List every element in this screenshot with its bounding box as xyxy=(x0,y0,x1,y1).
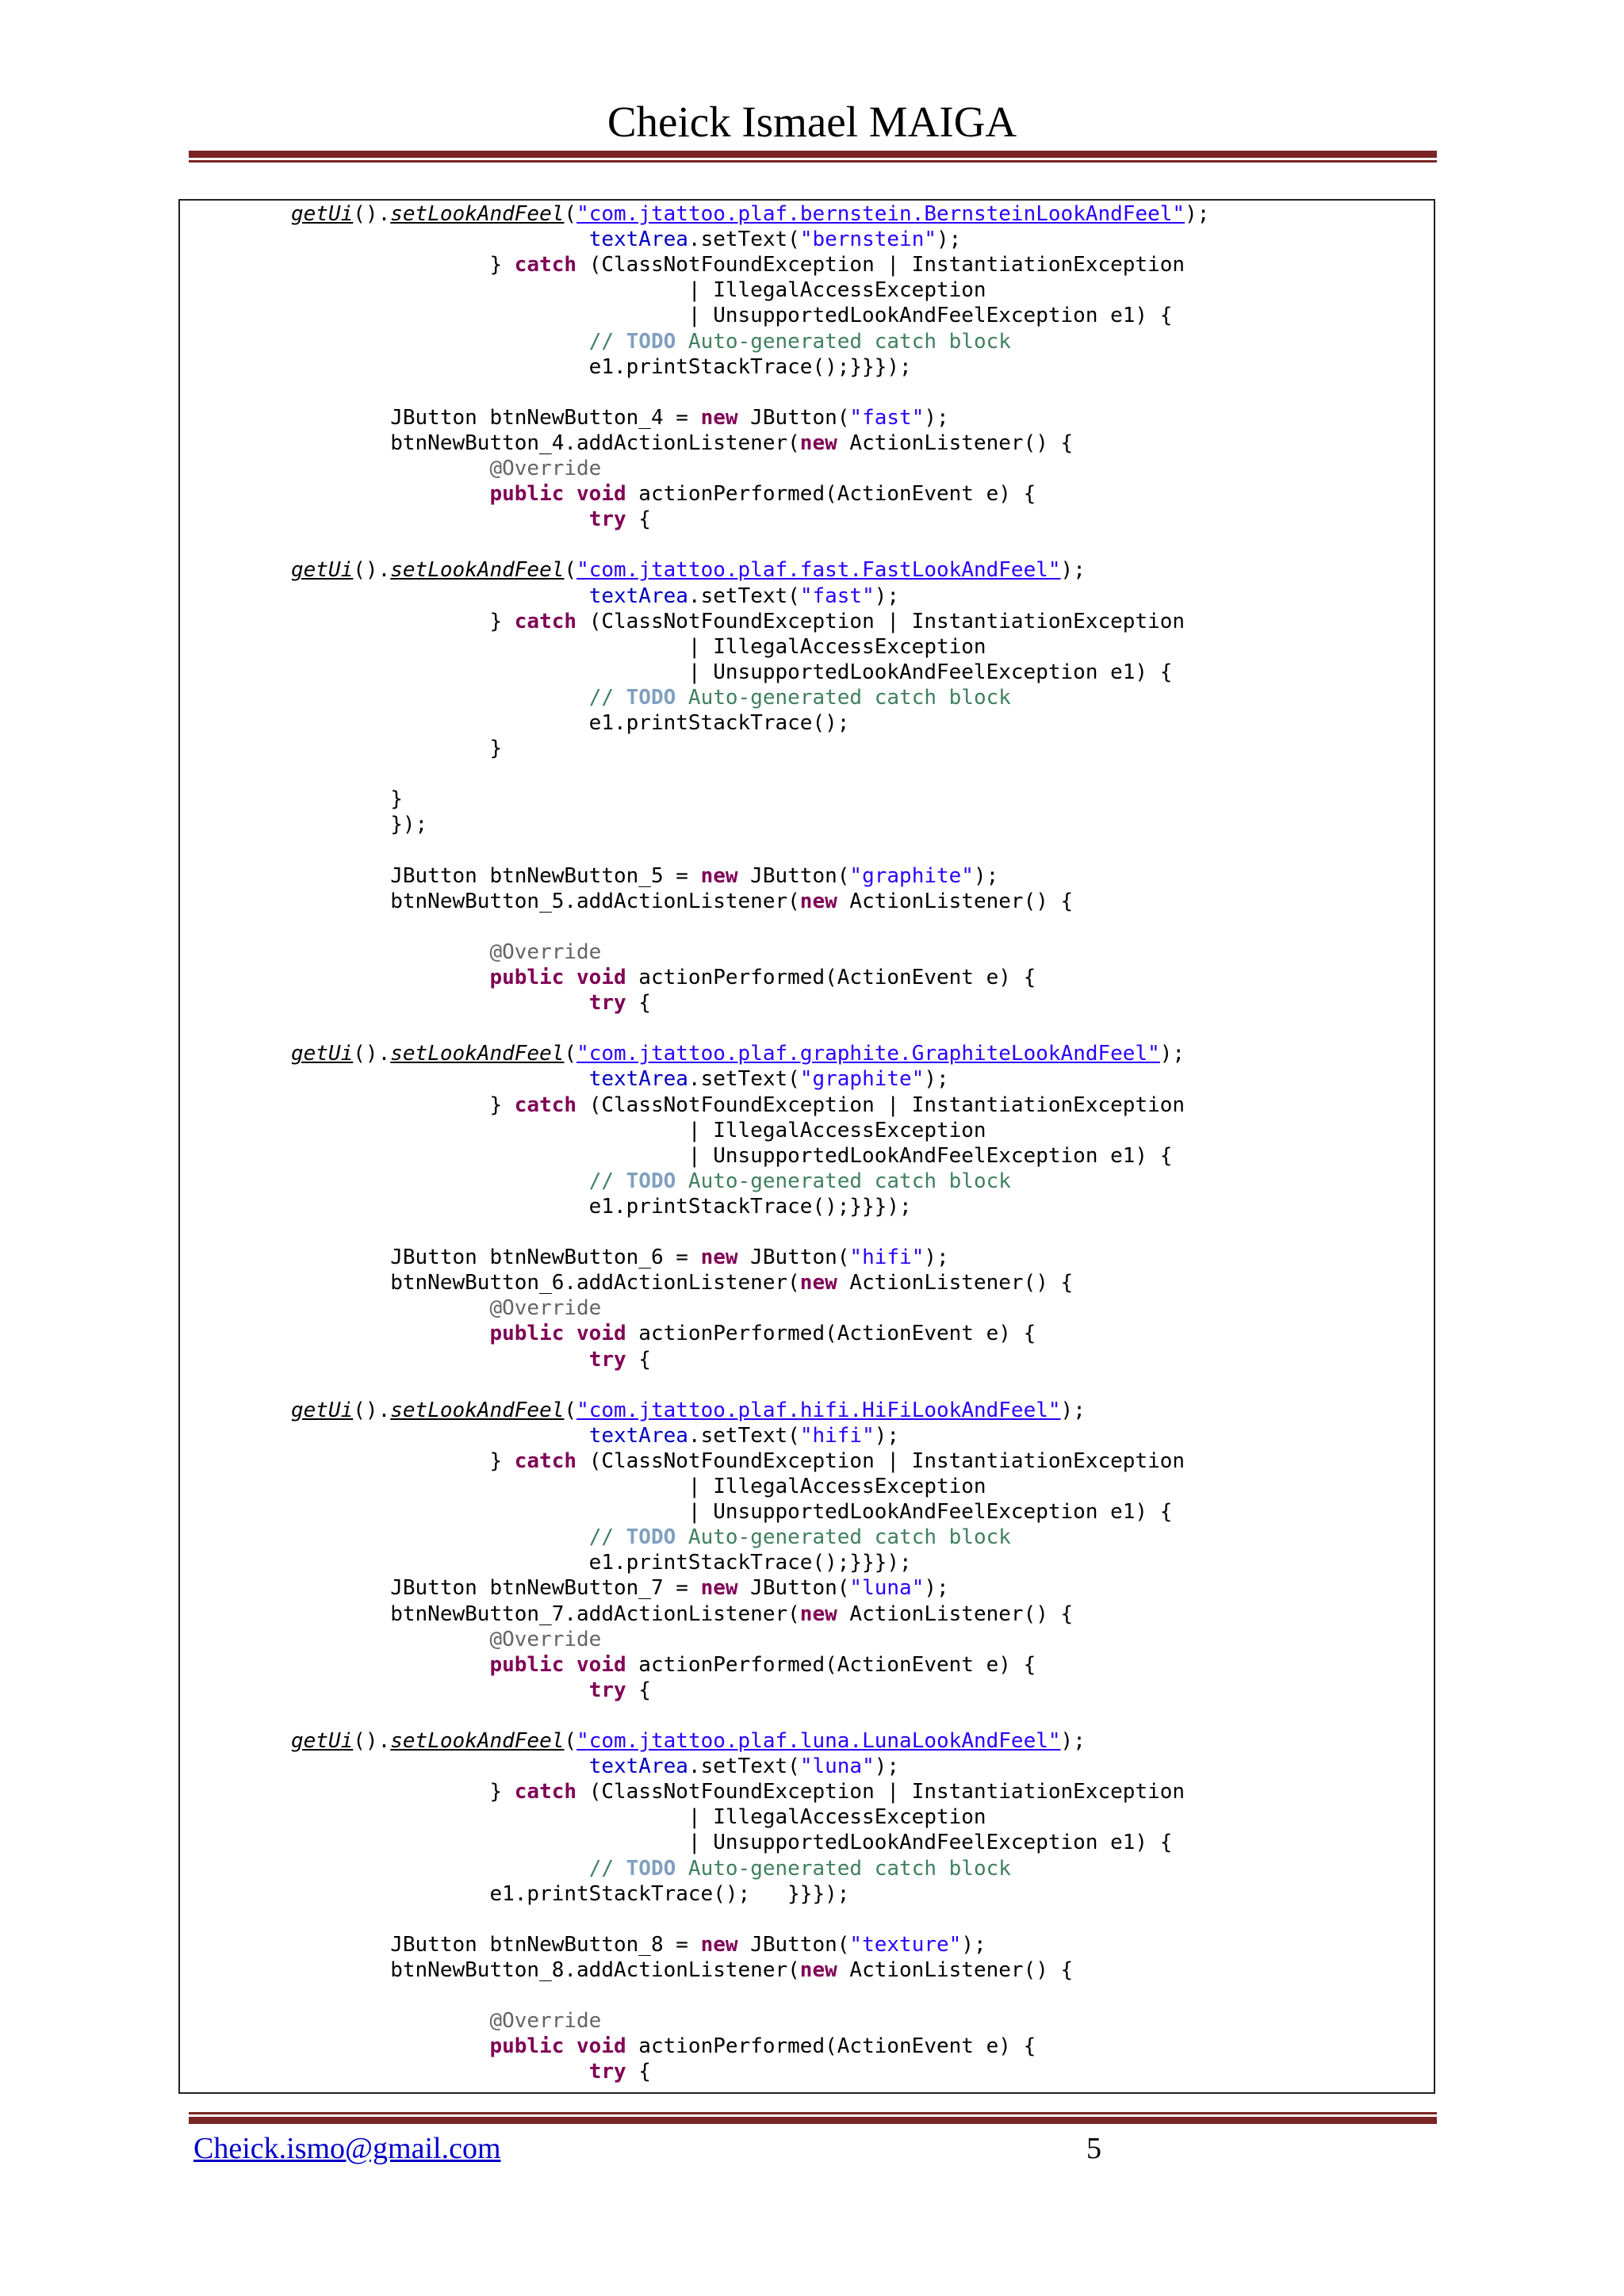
code-token: } xyxy=(291,253,515,277)
code-token: } xyxy=(291,609,515,633)
code-line xyxy=(291,1957,1073,1983)
code-token: ); xyxy=(973,863,999,888)
code-token: ( xyxy=(564,202,577,226)
code-line xyxy=(291,1601,1073,1627)
code-line xyxy=(291,1321,1036,1346)
code-token: @Override xyxy=(489,1296,602,1321)
code-token: (). xyxy=(353,1042,391,1066)
code-line xyxy=(291,685,1011,710)
code-token xyxy=(291,991,589,1015)
code-token: @Override xyxy=(489,457,602,480)
code-line xyxy=(291,1245,949,1270)
code-token: ); xyxy=(936,228,962,252)
code-token: | IllegalAccessException xyxy=(291,1475,986,1498)
code-line xyxy=(291,1881,849,1907)
code-token: "bernstein" xyxy=(799,228,936,252)
code-token: new xyxy=(799,430,837,455)
page-number: 5 xyxy=(1086,2132,1101,2165)
code-line xyxy=(291,1270,1073,1295)
code-token: | UnsupportedLookAndFeelException e1) { xyxy=(291,660,1173,684)
code-line xyxy=(291,1474,986,1499)
code-token: e1.printStackTrace(); }}}); xyxy=(291,1881,850,1906)
code-line xyxy=(291,1066,949,1092)
code-line xyxy=(291,1448,1185,1474)
code-line xyxy=(291,660,1172,685)
code-line xyxy=(291,736,502,761)
code-token: ); xyxy=(924,1067,949,1092)
code-token: }); xyxy=(291,813,428,837)
code-token xyxy=(291,1525,589,1549)
code-line xyxy=(291,329,1011,354)
code-line xyxy=(291,2008,601,2034)
code-line xyxy=(291,1678,651,1703)
code-token xyxy=(291,457,489,480)
header-rule xyxy=(189,151,1437,163)
code-line xyxy=(291,481,1036,507)
code-token: { xyxy=(626,991,651,1016)
code-token: btnNewButton_4.addActionListener( xyxy=(291,430,800,455)
code-token: // xyxy=(588,1169,626,1193)
code-token: ); xyxy=(924,1576,949,1601)
code-line xyxy=(291,354,912,380)
code-line xyxy=(291,863,998,889)
code-token xyxy=(291,1424,589,1448)
code-token: Auto-generated catch block xyxy=(676,1525,1011,1550)
code-line xyxy=(291,1652,1036,1678)
code-token xyxy=(564,2034,576,2058)
code-token: "luna" xyxy=(799,1755,875,1779)
code-token: btnNewButton_7.addActionListener( xyxy=(291,1601,800,1626)
code-token: ActionListener() { xyxy=(837,1957,1074,1982)
code-line xyxy=(291,1093,1185,1118)
code-line xyxy=(291,252,1185,277)
code-token: JButton btnNewButton_4 = xyxy=(291,405,701,430)
code-token xyxy=(291,1067,589,1091)
code-token: "com.jtattoo.plaf.luna.LunaLookAndFeel" xyxy=(576,1729,1061,1753)
code-token: textArea xyxy=(588,228,688,252)
code-line xyxy=(291,507,651,532)
code-token: | IllegalAccessException xyxy=(291,1805,986,1830)
code-token xyxy=(291,584,589,608)
code-token: "hifi" xyxy=(849,1246,925,1270)
code-token: actionPerformed(ActionEvent e) { xyxy=(626,482,1036,507)
code-token: ( xyxy=(564,1729,577,1753)
code-token: .setText( xyxy=(688,1755,800,1779)
code-token: ); xyxy=(961,1932,986,1957)
code-token: TODO xyxy=(626,1169,676,1193)
code-token xyxy=(291,330,589,354)
code-line xyxy=(291,277,986,303)
code-line xyxy=(291,786,403,812)
code-token: { xyxy=(626,1678,651,1702)
code-token: ); xyxy=(1060,1398,1086,1422)
code-line xyxy=(291,1754,899,1779)
code-token: | IllegalAccessException xyxy=(291,278,986,303)
code-token: new xyxy=(799,1601,837,1626)
code-token: ActionListener() { xyxy=(837,1601,1074,1626)
code-line xyxy=(291,1169,1011,1194)
code-token xyxy=(291,2060,589,2084)
code-token: "hifi" xyxy=(799,1423,875,1448)
code-line xyxy=(291,710,849,736)
code-token xyxy=(291,1322,489,1345)
code-token: public xyxy=(489,1322,565,1346)
code-token: .setText( xyxy=(688,1423,800,1448)
code-token: e1.printStackTrace(); xyxy=(291,711,850,735)
code-token: setLookAndFeel xyxy=(390,202,565,226)
code-token: | IllegalAccessException xyxy=(291,634,986,659)
code-token: } xyxy=(291,1093,515,1117)
code-token xyxy=(291,507,589,531)
code-token: Auto-generated catch block xyxy=(676,1856,1011,1881)
code-line xyxy=(291,1779,1185,1804)
code-token xyxy=(291,2009,489,2033)
code-token: (ClassNotFoundException | InstantiationException xyxy=(576,253,1185,277)
code-token xyxy=(291,1755,589,1778)
code-token: public xyxy=(489,1652,565,1677)
code-token: ); xyxy=(874,1423,900,1448)
code-token: } xyxy=(291,737,503,761)
code-token: catch xyxy=(514,1780,577,1804)
code-token: (). xyxy=(353,558,391,583)
code-token: ( xyxy=(564,558,577,583)
code-token: Auto-generated catch block xyxy=(676,329,1011,354)
code-token: (). xyxy=(353,1729,391,1753)
code-token: try xyxy=(588,2060,626,2084)
code-token: ActionListener() { xyxy=(837,889,1074,913)
code-token: (ClassNotFoundException | InstantiationException xyxy=(576,1448,1185,1473)
code-token: try xyxy=(588,507,626,532)
code-token: JButton btnNewButton_7 = xyxy=(291,1576,701,1601)
code-token xyxy=(291,1628,489,1651)
code-token: { xyxy=(626,2060,651,2084)
code-token: @Override xyxy=(489,1627,602,1651)
code-token: ); xyxy=(924,1246,949,1270)
code-line xyxy=(291,1423,899,1448)
code-token: .setText( xyxy=(688,584,800,608)
code-line xyxy=(291,812,427,837)
code-token: "texture" xyxy=(849,1932,962,1957)
code-token: @Override xyxy=(489,2009,602,2034)
code-token: getUi xyxy=(291,1729,354,1753)
code-token: "com.jtattoo.plaf.fast.FastLookAndFeel" xyxy=(576,558,1061,583)
code-token: "graphite" xyxy=(849,863,974,888)
code-token: JButton( xyxy=(737,1576,850,1601)
code-token: "fast" xyxy=(849,405,925,430)
code-token: try xyxy=(588,1678,626,1702)
code-token: catch xyxy=(514,609,577,633)
code-token: new xyxy=(700,1246,738,1270)
code-token: // xyxy=(588,329,626,354)
code-token: ); xyxy=(1185,202,1210,226)
code-listing-box xyxy=(178,199,1435,2094)
code-token: "com.jtattoo.plaf.hifi.HiFiLookAndFeel" xyxy=(576,1398,1061,1422)
code-token: "fast" xyxy=(799,584,875,608)
code-line xyxy=(291,1347,651,1372)
code-line xyxy=(291,965,1036,990)
code-token xyxy=(291,966,489,989)
code-token: e1.printStackTrace();}}}); xyxy=(291,1551,912,1575)
code-token: (ClassNotFoundException | InstantiationException xyxy=(576,1780,1185,1804)
code-token: setLookAndFeel xyxy=(390,1398,565,1422)
code-line xyxy=(291,2034,1036,2059)
code-token: try xyxy=(588,991,626,1016)
code-token: (). xyxy=(353,202,391,226)
code-token: (). xyxy=(353,1398,391,1422)
code-token xyxy=(564,482,576,506)
code-token: public xyxy=(489,2034,565,2059)
code-token: .setText( xyxy=(688,228,800,252)
code-token: ActionListener() { xyxy=(837,430,1074,455)
code-token xyxy=(564,1322,576,1345)
code-token: // xyxy=(588,1525,626,1550)
code-token xyxy=(291,1348,589,1372)
code-line xyxy=(291,430,1073,456)
code-token: getUi xyxy=(291,1042,354,1066)
code-token: JButton btnNewButton_5 = xyxy=(291,863,701,888)
code-token: | IllegalAccessException xyxy=(291,1118,986,1142)
code-token: ); xyxy=(1060,1729,1086,1753)
code-token: new xyxy=(700,1932,738,1957)
code-token: TODO xyxy=(626,329,676,354)
code-token: "luna" xyxy=(849,1576,925,1601)
code-line xyxy=(291,990,651,1016)
code-token xyxy=(291,228,589,251)
code-token: JButton( xyxy=(737,1932,850,1957)
code-line xyxy=(291,1830,1172,1855)
code-token: actionPerformed(ActionEvent e) { xyxy=(626,1322,1036,1346)
code-token: e1.printStackTrace();}}}); xyxy=(291,1194,912,1219)
code-line xyxy=(291,557,1086,583)
code-token xyxy=(564,966,576,989)
code-token: textArea xyxy=(588,1755,688,1779)
code-token: ); xyxy=(874,584,900,608)
code-token: JButton( xyxy=(737,863,850,888)
code-token: btnNewButton_8.addActionListener( xyxy=(291,1957,800,1982)
code-token xyxy=(291,940,489,964)
code-token: ); xyxy=(874,1755,900,1779)
code-token: | UnsupportedLookAndFeelException e1) { xyxy=(291,1500,1173,1525)
code-token: textArea xyxy=(588,584,688,608)
code-token: ( xyxy=(564,1042,577,1066)
code-token: @Override xyxy=(489,939,602,964)
code-line xyxy=(291,1295,601,1321)
code-token: getUi xyxy=(291,1398,354,1422)
code-token: new xyxy=(700,863,738,888)
code-token: try xyxy=(588,1347,626,1372)
code-token: getUi xyxy=(291,202,354,226)
code-token: } xyxy=(291,1448,515,1473)
code-token: { xyxy=(626,1347,651,1372)
code-line xyxy=(291,1728,1086,1754)
code-token: (ClassNotFoundException | InstantiationException xyxy=(576,1093,1185,1117)
code-token: new xyxy=(700,1576,738,1601)
code-token: catch xyxy=(514,253,577,277)
code-token xyxy=(291,1857,589,1881)
code-token: JButton btnNewButton_8 = xyxy=(291,1932,701,1957)
page-header-title: Cheick Ismael MAIGA xyxy=(607,98,1017,146)
code-line xyxy=(291,1499,1172,1525)
code-token: // xyxy=(588,1856,626,1881)
code-token: "com.jtattoo.plaf.bernstein.BernsteinLookAndFeel" xyxy=(576,202,1185,226)
code-token: "com.jtattoo.plaf.graphite.GraphiteLookAndFeel" xyxy=(576,1042,1160,1066)
code-line xyxy=(291,405,949,430)
code-token: void xyxy=(576,1652,626,1677)
code-token: TODO xyxy=(626,1525,676,1550)
code-line xyxy=(291,609,1185,634)
code-token: ); xyxy=(1159,1042,1185,1066)
code-token: public xyxy=(489,966,565,989)
footer-email-link[interactable]: Cheick.ismo@gmail.com xyxy=(193,2132,501,2165)
code-line xyxy=(291,201,1209,227)
code-line xyxy=(291,1932,986,1957)
code-token: actionPerformed(ActionEvent e) { xyxy=(626,1652,1036,1677)
code-token: JButton( xyxy=(737,405,850,430)
code-token: | UnsupportedLookAndFeelException e1) { xyxy=(291,1143,1173,1168)
code-token: | UnsupportedLookAndFeelException e1) { xyxy=(291,304,1173,328)
code-line xyxy=(291,1525,1011,1550)
code-line xyxy=(291,1041,1185,1066)
code-token: Auto-generated catch block xyxy=(676,1169,1011,1193)
code-line xyxy=(291,1627,601,1652)
code-token: textArea xyxy=(588,1067,688,1092)
code-token: ActionListener() { xyxy=(837,1271,1074,1295)
code-line xyxy=(291,1550,912,1575)
code-line xyxy=(291,939,601,965)
code-token: btnNewButton_5.addActionListener( xyxy=(291,889,800,913)
code-token: btnNewButton_6.addActionListener( xyxy=(291,1271,800,1295)
code-token: .setText( xyxy=(688,1067,800,1092)
code-token: catch xyxy=(514,1093,577,1117)
code-token xyxy=(291,1678,589,1702)
code-token xyxy=(291,482,489,506)
code-token: void xyxy=(576,966,626,989)
code-line xyxy=(291,634,986,660)
code-token: TODO xyxy=(626,1856,676,1881)
code-token: { xyxy=(626,507,651,532)
footer-rule xyxy=(189,2112,1437,2124)
code-token: new xyxy=(799,889,837,913)
code-token: // xyxy=(588,685,626,710)
code-token: JButton( xyxy=(737,1246,850,1270)
code-token: void xyxy=(576,1322,626,1346)
code-token xyxy=(291,686,589,710)
code-line xyxy=(291,1194,912,1219)
code-line xyxy=(291,2059,651,2084)
code-line xyxy=(291,889,1073,914)
code-line xyxy=(291,584,899,609)
code-token xyxy=(291,1296,489,1320)
code-line xyxy=(291,227,961,252)
code-token: setLookAndFeel xyxy=(390,1042,565,1066)
code-token: catch xyxy=(514,1448,577,1473)
code-line xyxy=(291,1856,1011,1881)
code-token: } xyxy=(291,787,403,812)
code-line xyxy=(291,1804,986,1830)
code-token: textArea xyxy=(588,1423,688,1448)
code-token: setLookAndFeel xyxy=(390,1729,565,1753)
code-token: public xyxy=(489,482,565,507)
code-line xyxy=(291,456,601,481)
code-token: ); xyxy=(924,405,949,430)
code-token: JButton btnNewButton_6 = xyxy=(291,1246,701,1270)
code-token: ); xyxy=(1060,558,1086,583)
code-token xyxy=(291,2034,489,2058)
code-line xyxy=(291,1575,949,1601)
code-token: e1.printStackTrace();}}}); xyxy=(291,354,912,379)
code-line xyxy=(291,1398,1086,1423)
code-token: } xyxy=(291,1780,515,1804)
code-token: void xyxy=(576,2034,626,2059)
code-token: new xyxy=(799,1957,837,1982)
code-token xyxy=(291,1653,489,1677)
code-line xyxy=(291,1143,1172,1169)
code-token: void xyxy=(576,482,626,507)
code-token: getUi xyxy=(291,558,354,583)
code-line xyxy=(291,303,1172,328)
code-token: actionPerformed(ActionEvent e) { xyxy=(626,2034,1036,2059)
code-token: ( xyxy=(564,1398,577,1422)
code-token: new xyxy=(799,1271,837,1295)
code-token: TODO xyxy=(626,685,676,710)
code-token: actionPerformed(ActionEvent e) { xyxy=(626,966,1036,989)
code-token xyxy=(564,1653,576,1677)
code-token: new xyxy=(700,405,738,430)
code-token: | UnsupportedLookAndFeelException e1) { xyxy=(291,1831,1173,1855)
code-token: "graphite" xyxy=(799,1067,925,1092)
code-token: setLookAndFeel xyxy=(390,558,565,583)
code-line xyxy=(291,1118,986,1143)
code-token: Auto-generated catch block xyxy=(676,685,1011,710)
code-token: (ClassNotFoundException | InstantiationException xyxy=(576,609,1185,633)
code-token xyxy=(291,1169,589,1193)
